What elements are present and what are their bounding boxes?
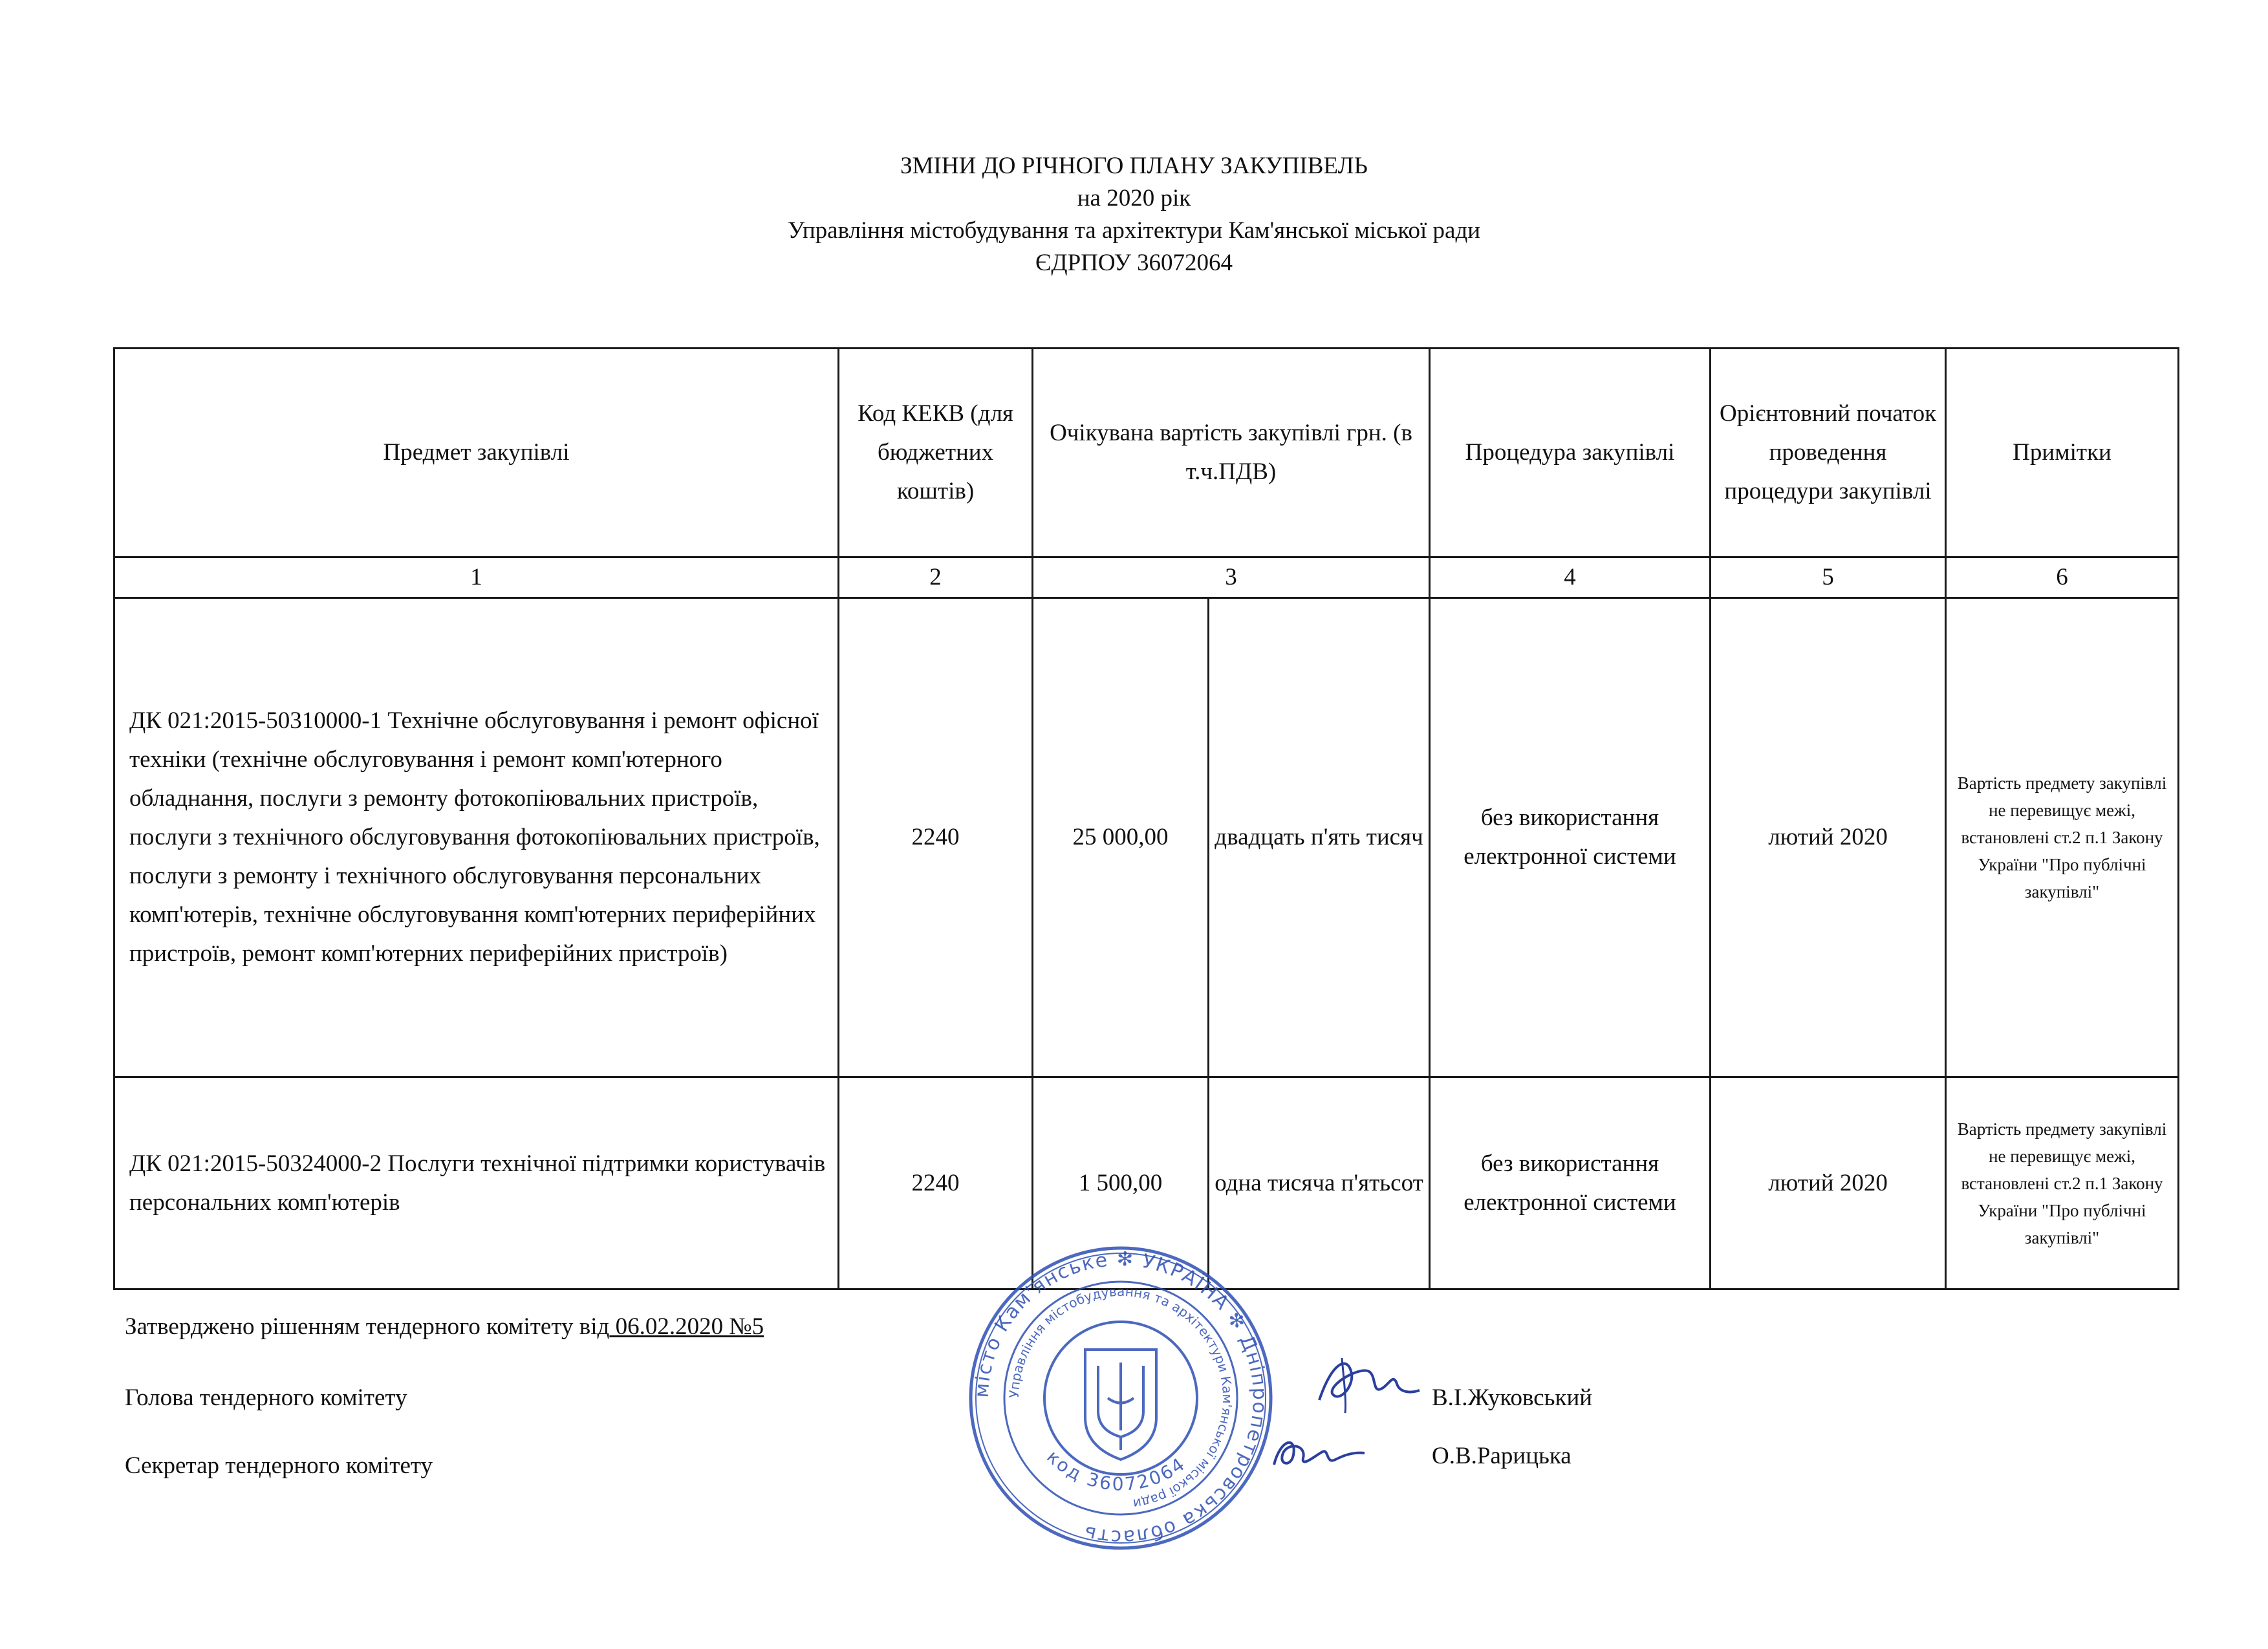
chairman-signature [1313,1348,1423,1419]
official-stamp [966,1243,1276,1553]
procurement-subject: ДК 021:2015-50310000-1 Технічне обслуговування і ремонт офісної техніки (технічне обслуговування і ремонт комп'ютерного обладнання, послуги з ремонту фотокопіювальних пристроїв, послуги з технічного обслуговування фотокопіювальних пристроїв, послуги з ремонту і технічного обслуговування персональних комп'ютерів, технічне обслуговування комп'ютерних периферійних пристроїв, ремонт комп'ютерних периферійних пристроїв) [114,598,839,1077]
column-number: 4 [1430,557,1711,598]
approval-date: 06.02.2020 №5 [609,1313,764,1340]
table-header-row [114,349,2179,557]
procurement-subject: ДК 021:2015-50324000-2 Послуги технічної підтримки користувачів персональних комп'ютерів [114,1077,839,1289]
secretary-signature [1268,1419,1371,1484]
expected-amount: 1 500,00 [1033,1077,1209,1289]
column-header: Предмет закупівлі [114,349,839,557]
procurement-procedure: без використання електронної системи [1430,598,1711,1077]
document-title: ЗМІНИ ДО РІЧНОГО ПЛАНУ ЗАКУПІВЕЛЬ [900,153,1368,179]
stamp-outer-text: місто Кам'янське ✻ УКРАЇНА ✻ Дніпропетровська область [970,1247,1271,1549]
table-row [114,598,2179,1077]
procurement-procedure: без використання електронної системи [1430,1077,1711,1289]
expected-amount: 25 000,00 [1033,598,1209,1077]
column-header: Код КЕКВ (для бюджетних коштів) [839,349,1033,557]
column-header: Процедура закупівлі [1430,349,1711,557]
column-number-row [114,557,2179,598]
secretary-name: О.В.Рарицька [1432,1443,1571,1469]
kekv-code: 2240 [839,1077,1033,1289]
organization-name: Управління містобудування та архітектури Кам'янської міської ради [787,217,1481,244]
approval-line [125,1313,764,1341]
procedure-start: лютий 2020 [1711,1077,1946,1289]
column-number: 1 [114,557,839,598]
chairman-name: В.І.Жуковський [1432,1385,1593,1411]
stamp-inner-text: Управління містобудування та архітектури Кам'янської міської ради [1006,1283,1236,1512]
plan-year: на 2020 рік [1077,185,1191,211]
kekv-code: 2240 [839,598,1033,1077]
notes: Вартість предмету закупівлі не перевищує межі, встановлені ст.2 п.1 Закону України "Про публічні закупівлі" [1946,1077,2179,1289]
amount-in-words: одна тисяча п'ятьсот [1209,1077,1430,1289]
trident-emblem-icon [1085,1350,1156,1460]
edrpou-code: ЄДРПОУ 36072064 [1035,250,1233,276]
notes: Вартість предмету закупівлі не перевищує межі, встановлені ст.2 п.1 Закону України "Про публічні закупівлі" [1946,598,2179,1077]
chairman-label: Голова тендерного комітету [125,1385,407,1411]
amount-in-words: двадцать п'ять тисяч [1209,598,1430,1077]
column-number: 2 [839,557,1033,598]
procurement-plan-table [113,347,2179,1290]
column-header: Орієнтовний початок проведення процедури закупівлі [1711,349,1946,557]
column-header: Примітки [1946,349,2179,557]
approval-text: Затверджено рішенням тендерного комітету від [125,1313,610,1340]
column-number: 6 [1946,557,2179,598]
secretary-label: Секретар тендерного комітету [125,1452,433,1479]
column-number: 3 [1033,557,1430,598]
document-header [0,150,2268,279]
column-header: Очікувана вартість закупівлі грн. (в т.ч.ПДВ) [1033,349,1430,557]
procedure-start: лютий 2020 [1711,598,1946,1077]
stamp-code-text: код 36072064 [1042,1446,1191,1495]
column-number: 5 [1711,557,1946,598]
